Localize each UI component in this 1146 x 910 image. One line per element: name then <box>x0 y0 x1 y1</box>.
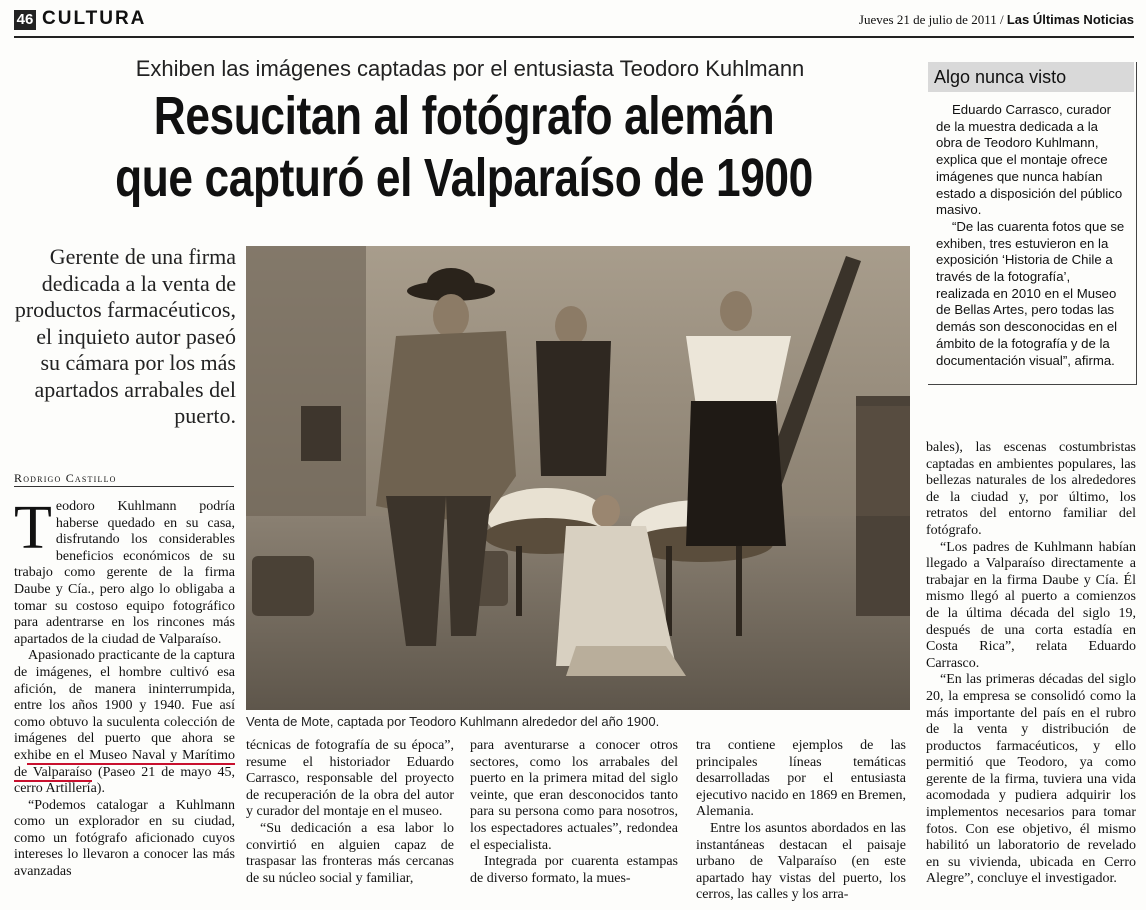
byline-rule <box>14 486 234 487</box>
headline-line-2: que capturó el Valparaíso de 1900 <box>115 148 813 208</box>
museum-highlight: hibe en el Museo Naval y Marítimo de Valparaíso <box>14 747 235 780</box>
page-number: 46 <box>14 10 36 30</box>
paragraph: “Podemos catalogar a Kuhlmann como un explorador en su ciudad, como un fotógrafo aficionado cuyos intereses lo llevaron a conocer las más avanzadas <box>14 797 235 880</box>
sidebar-box <box>928 62 1137 385</box>
paragraph-text: Apasionado practicante de la captura de imágenes, el hombre cultivó esa afición, de manera ininterrumpida, entre los años 1900 y 1940. Fue así como obtuvo la suculenta colección de imágenes del puerto que ahora se ex <box>14 648 235 763</box>
sidebar-paragraph: “De las cuarenta fotos que se exhiben, tres estuvieron en la exposición ‘Historia de Chile a través de la fotografía’, realizada en 2010 en el Museo de Bellas Artes, pero todas las demás son desconocidas en el ámbito de la fotografía y de la documentación visual”, afirma. <box>936 218 1125 368</box>
sidebar-title: Algo nunca visto <box>928 62 1134 92</box>
paragraph: “En las primeras décadas del siglo 20, la empresa se consolidó como la más importante del país en el rubro de la venta y distribución de productos farmacéuticos, y ello permitió que Teodoro, ya como gerente de la firma, tuviera una vida acomodada y pudiera adquirir los implementos necesarios para tomar fotos. Con ese objetivo, él mismo habilitó un laboratorio de revelado en su vivienda, ubicada en Cerro Alegre”, concluye el investigador. <box>926 672 1136 887</box>
text-column-5 <box>926 440 1136 888</box>
paragraph-text: eodoro Kuhlmann podría haberse quedado en su casa, disfrutando los considerables beneficios económicos de su trabajo como gerente de la firma Daube y Cía., pero algo lo obligaba a tomar su costoso equipo fotográfico para adentrarse en los rincones más apartados de la ciudad de Valparaíso. <box>14 499 235 647</box>
paragraph: técnicas de fotografía de su época”, resume el historiador Eduardo Carrasco, responsable del proyecto de recuperación de la obra del autor y curador del montaje en el museo. <box>246 738 454 820</box>
sidebar-text <box>936 102 1126 369</box>
sidebar-paragraph: Eduardo Carrasco, curador de la muestra dedicada a la obra de Teodoro Kuhlmann, explica que el montaje ofrece imágenes que nunca habían estado a disposición del público masivo. <box>936 102 1123 218</box>
paragraph: bales), las escenas costumbristas captadas en ambientes populares, las bellezas naturales de los alrededores de la ciudad y, por último, los retratos del entorno familiar del fotógrafo. <box>926 440 1136 538</box>
newspaper-name: Las Últimas Noticias <box>1006 12 1134 27</box>
paragraph-text: (Paseo 21 de mayo 45, cerro Artillería). <box>14 764 235 797</box>
issue-date: Jueves 21 de julio de 2011 / <box>858 12 1004 27</box>
headline-line-1: Resucitan al fotógrafo alemán <box>153 86 775 146</box>
paragraph <box>14 494 235 648</box>
deck: Gerente de una firma dedicada a la venta de productos farmacéuticos, el inquieto autor paseó su cámara por los más apartados arrabales del puerto. <box>14 244 236 428</box>
photo-caption: Venta de Mote, captada por Teodoro Kuhlmann alrededor del año 1900. <box>246 714 660 729</box>
headline <box>95 85 833 209</box>
paragraph: para aventurarse a conocer otros sectores, como los arrabales del puerto en la primera mitad del siglo veinte, que eran desconocidos tanto para su persona como para nosotros, los espectadores actuales”, redondea el especialista. <box>470 738 678 853</box>
photo-illustration <box>246 246 910 710</box>
text-column-1 <box>14 494 235 881</box>
text-column-4 <box>696 738 906 904</box>
article-photo <box>246 246 910 710</box>
drop-cap: T <box>14 494 52 562</box>
header-rule <box>14 36 1134 38</box>
paragraph: Entre los asuntos abordados en las instantáneas destacan el paisaje urbano de Valparaíso (en este apartado hay vistas del puerto, los cerros, las calles y los arra- <box>696 820 906 903</box>
text-column-3 <box>470 738 678 887</box>
dateline <box>859 12 1134 28</box>
section-name: CULTURA <box>42 8 147 29</box>
paragraph: “Los padres de Kuhlmann habían llegado a Valparaíso directamente a trabajar en la firma Daube y Cía. Él mismo llegó al puerto a comienzos de la última década del siglo 19, después de una corta estadía en Costa Rica”, relata Eduardo Carrasco. <box>926 539 1136 671</box>
paragraph <box>14 648 235 797</box>
paragraph: “Su dedicación a esa labor lo convirtió en alguien capaz de traspasar las fronteras más cercanas de su núcleo social y familiar, <box>246 820 454 886</box>
kicker: Exhiben las imágenes captadas por el entusiasta Teodoro Kuhlmann <box>135 56 805 81</box>
byline: Rodrigo Castillo <box>14 471 117 485</box>
paragraph: Integrada por cuarenta estampas de diverso formato, la mues- <box>470 854 678 886</box>
text-column-2 <box>246 738 454 887</box>
paragraph: tra contiene ejemplos de las principales líneas temáticas desarrolladas por el entusiasta ejecutivo nacido en 1869 en Bremen, Alemania. <box>696 738 906 820</box>
